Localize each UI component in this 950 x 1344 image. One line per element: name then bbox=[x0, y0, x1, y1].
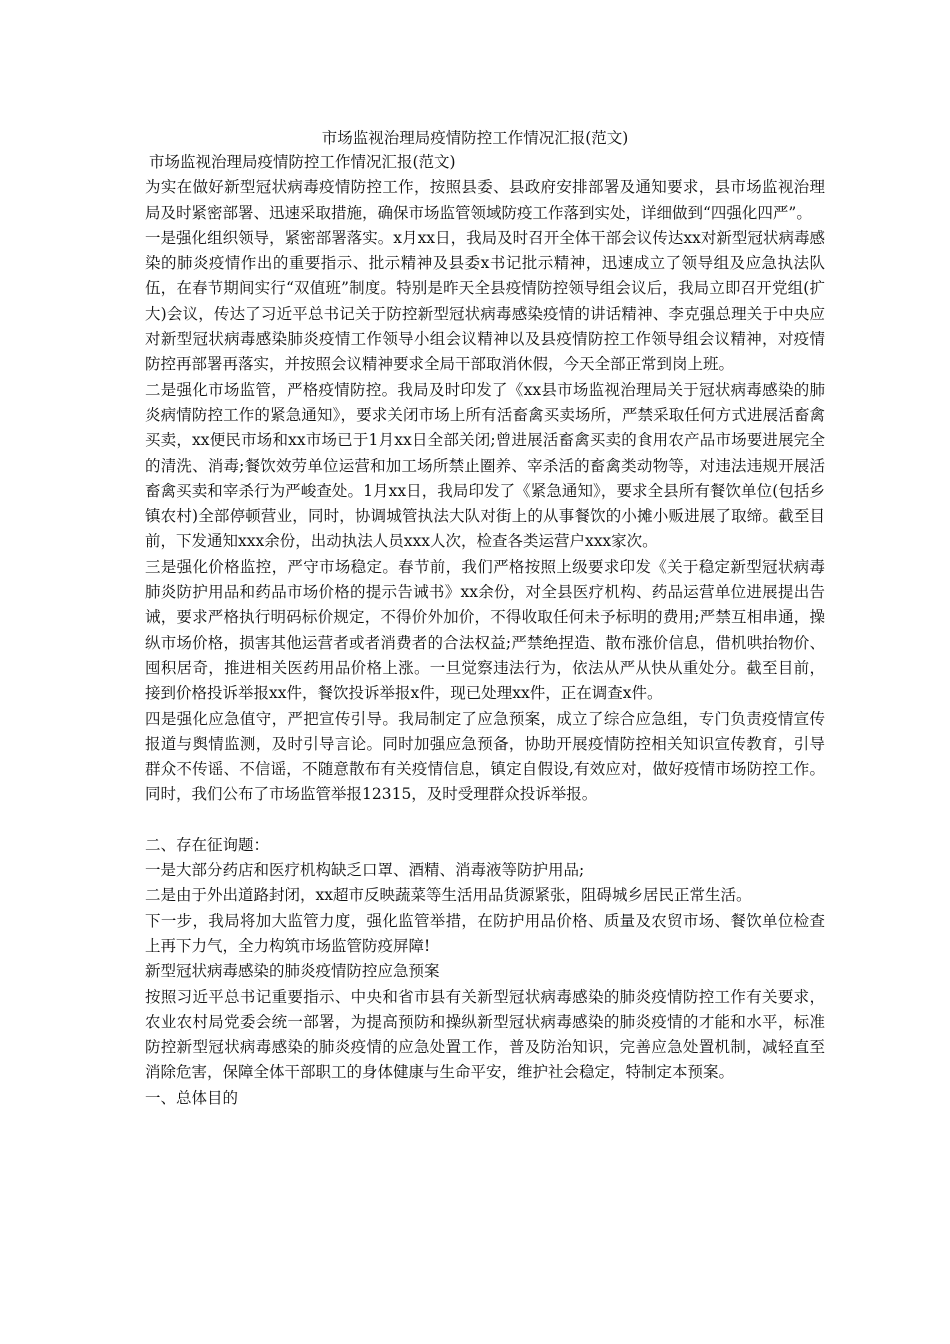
paragraph-organization: 一是强化组织领导，紧密部署落实。x月xx日，我局及时召开全体干部会议传达xx对新型冠状病毒感染的肺炎疫情作出的重要指示、批示精神及县委x书记批示精神，迅速成立了领导组及应急执法队伍，在春节期间实行“双值班”制度。特别是昨天全县疫情防控领导组会议后，我局立即召开党组(扩大)会议，传达了习近平总书记关于防控新型冠状病毒感染疫情的讲话精神、李克强总理关于中央应对新型冠状病毒感染肺炎疫情工作领导小组会议精神以及县疫情防控工作领导组会议精神，对疫情防控再部署再落实，并按照会议精神要求全局干部取消休假，今天全部正常到岗上班。 bbox=[145, 228, 825, 374]
document-subtitle: 市场监视治理局疫情防控工作情况汇报(范文) bbox=[149, 153, 456, 171]
document-title: 市场监视治理局疫情防控工作情况汇报(范文) bbox=[321, 129, 629, 147]
paragraph-emergency-duty: 四是强化应急值守，严把宣传引导。我局制定了应急预案，成立了综合应急组，专门负责疫情宣传报道与舆情监测，及时引导言论。同时加强应急预备，协助开展疫情防控相关知识宣传教育，引导群众不传谣、不信谣，不随意散布有关疫情信息，镇定自假设,有效应对，做好疫情市场防控工作。同时，我们公布了市场监管举报12315，及时受理群众投诉举报。 bbox=[145, 709, 825, 804]
plan-title: 新型冠状病毒感染的肺炎疫情防控应急预案 bbox=[145, 962, 440, 981]
paragraph-price-control: 三是强化价格监控，严守市场稳定。春节前，我们严格按照上级要求印发《关于稳定新型冠状病毒肺炎防护用品和药品市场价格的提示告诫书》xx余份，对全县医疗机构、药品运营单位进展提出告诫，要求严格执行明码标价规定，不得价外加价，不得收取任何未予标明的费用;严禁互相串通，操纵市场价格，损害其他运营者或者消费者的合法权益;严禁绝捏造、散布涨价信息，借机哄抬物价、囤积居奇，推进相关医药用品价格上涨。一旦觉察违法行为，依法从严从快从重处分。截至目前，接到价格投诉举报xx件，餐饮投诉举报x件，现已处理xx件，正在调查x件。 bbox=[145, 557, 825, 703]
plan-intro-paragraph: 按照习近平总书记重要指示、中央和省市县有关新型冠状病毒感染的肺炎疫情防控工作有关要求，农业农村局党委会统一部署，为提高预防和操纵新型冠状病毒感染的肺炎疫情的才能和水平，标准防控新型冠状病毒感染的肺炎疫情的应急处置工作，普及防治知识，完善应急处置机制，减轻直至消除危害，保障全体干部职工的身体健康与生命平安，维护社会稳定，特制定本预案。 bbox=[145, 987, 825, 1082]
document-body bbox=[145, 150, 825, 1111]
problem-item-2: 二是由于外出道路封闭，xx超市反映蔬菜等生活用品货源紧张，阻碍城乡居民正常生活。 bbox=[145, 886, 752, 905]
intro-paragraph: 为实在做好新型冠状病毒疫情防控工作，按照县委、县政府安排部署及通知要求，县市场监视治理局及时紧密部署、迅速采取措施，确保市场监管领域防疫工作落到实处，详细做到“四强化四严”。 bbox=[145, 178, 825, 222]
problem-item-1: 一是大部分药店和医疗机构缺乏口罩、酒精、消毒液等防护用品; bbox=[145, 861, 585, 880]
section-heading-problems: 二、存在征询题： bbox=[145, 835, 270, 854]
next-step-paragraph: 下一步，我局将加大监管力度，强化监管举措，在防护用品价格、质量及农贸市场、餐饮单位检查上再下力气，全力构筑市场监管防疫屏障! bbox=[145, 911, 825, 955]
paragraph-gap bbox=[145, 808, 825, 833]
section-heading-goal: 一、总体目的 bbox=[145, 1088, 239, 1107]
paragraph-market-supervision: 二是强化市场监管，严格疫情防控。我局及时印发了《xx县市场监视治理局关于冠状病毒感染的肺炎病情防控工作的紧急通知》，要求关闭市场上所有活畜禽买卖场所，严禁采取任何方式进展活畜禽买卖，xx便民市场和xx市场已于1月xx日全部关闭;曾进展活畜禽买卖的食用农产品市场要进展完全的清洗、消毒;餐饮效劳单位运营和加工场所禁止圈养、宰杀活的畜禽类动物等，对违法违规开展活畜禽买卖和宰杀行为严峻查处。1月xx日，我局印发了《紧急通知》，要求全县所有餐饮单位(包括乡镇农村)全部停顿营业，同时，协调城管执法大队对街上的从事餐饮的小摊小贩进展了取缔。截至目前，下发通知xxx余份，出动执法人员xxx人次，检查各类运营户xxx家次。 bbox=[145, 380, 825, 551]
